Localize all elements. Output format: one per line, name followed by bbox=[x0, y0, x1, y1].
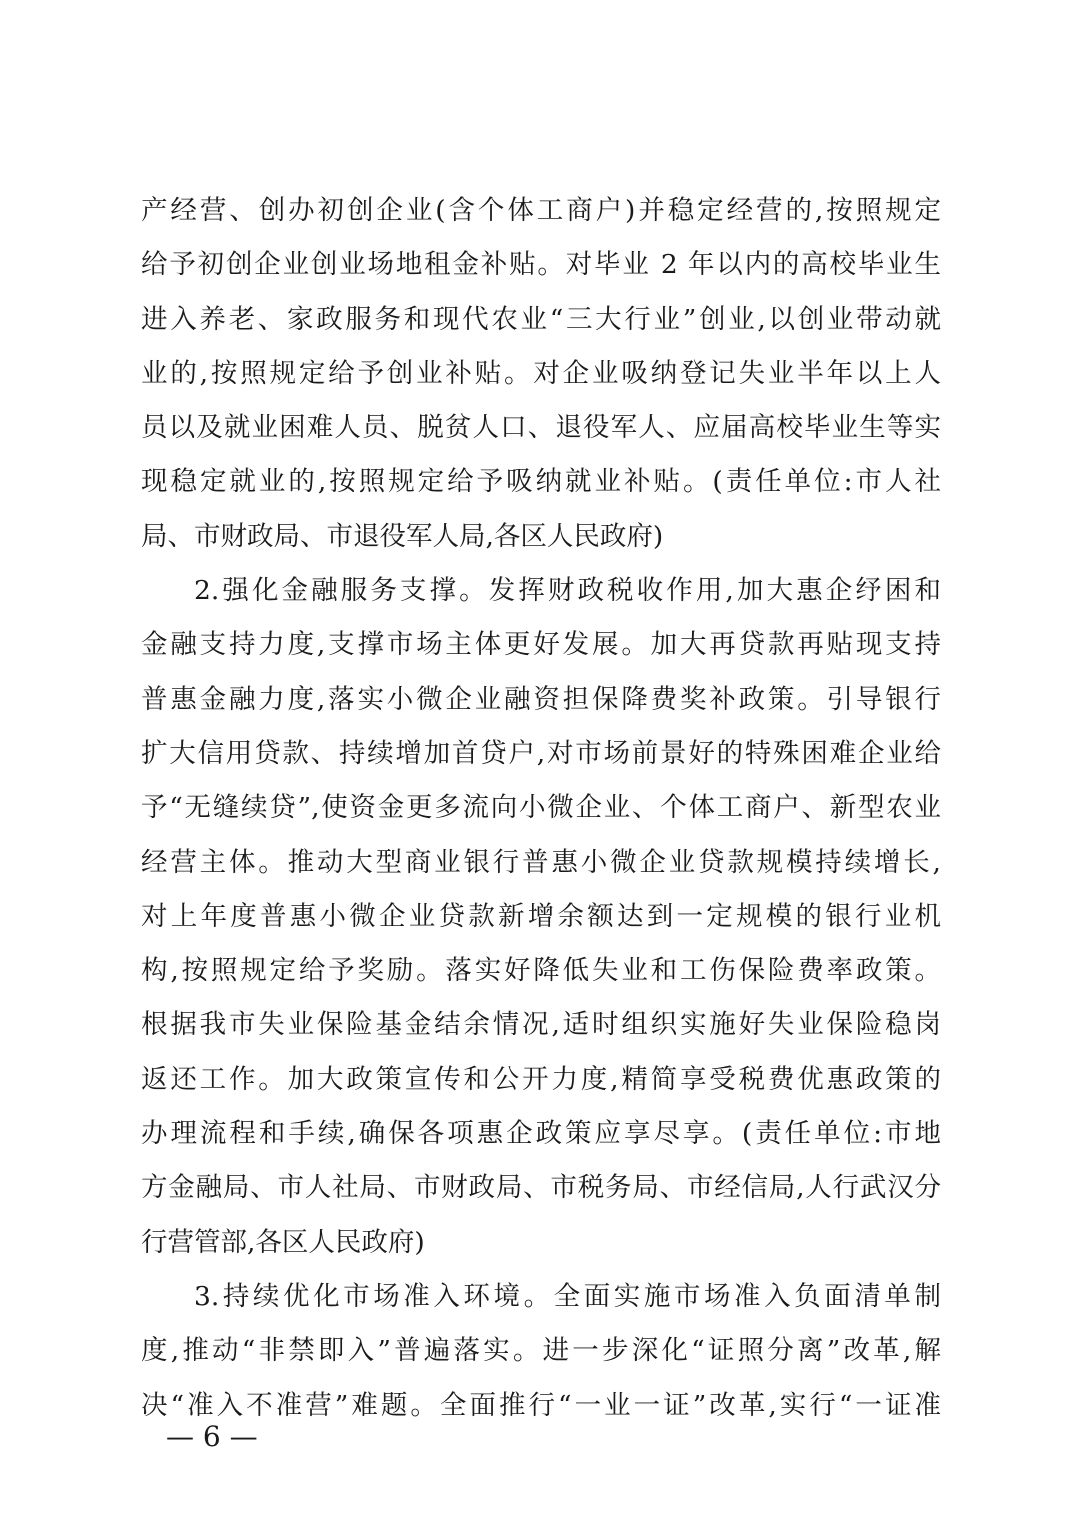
text-line: 扩大信用贷款、持续增加首贷户,对市场前景好的特殊困难企业给 bbox=[141, 737, 941, 769]
text-line: 进入养老、家政服务和现代农业“三大行业”创业,以创业带动就 bbox=[141, 303, 941, 335]
text-line: 经营主体。推动大型商业银行普惠小微企业贷款规模持续增长, bbox=[141, 846, 941, 878]
text-line: 返还工作。加大政策宣传和公开力度,精简享受税费优惠政策的 bbox=[141, 1063, 941, 1095]
text-line: 现稳定就业的,按照规定给予吸纳就业补贴。(责任单位:市人社 bbox=[141, 466, 941, 498]
text-line: 度,推动“非禁即入”普遍落实。进一步深化“证照分离”改革,解 bbox=[141, 1335, 941, 1367]
paragraph-3-first-line: 3.持续优化市场准入环境。全面实施市场准入负面清单制 bbox=[194, 1280, 941, 1312]
text-line: 员以及就业困难人员、脱贫人口、退役军人、应届高校毕业生等实 bbox=[141, 412, 941, 444]
text-line: 构,按照规定给予奖励。落实好降低失业和工伤保险费率政策。 bbox=[141, 955, 941, 987]
paragraph-2-first-line: 2.强化金融服务支撑。发挥财政税收作用,加大惠企纾困和 bbox=[194, 575, 941, 607]
body-text bbox=[141, 184, 941, 1433]
text-line: 行营管部,各区人民政府) bbox=[141, 1226, 425, 1258]
text-line: 金融支持力度,支撑市场主体更好发展。加大再贷款再贴现支持 bbox=[141, 629, 941, 661]
text-line: 对上年度普惠小微企业贷款新增余额达到一定规模的银行业机 bbox=[141, 900, 941, 932]
text-line: 方金融局、市人社局、市财政局、市税务局、市经信局,人行武汉分 bbox=[141, 1172, 941, 1204]
text-line: 产经营、创办初创企业(含个体工商户)并稳定经营的,按照规定 bbox=[141, 195, 941, 226]
text-line: 决“准入不准营”难题。全面推行“一业一证”改革,实行“一证准 bbox=[141, 1389, 941, 1421]
page-number: — 6 — bbox=[166, 1420, 258, 1453]
text-line: 给予初创企业创业场地租金补贴。对毕业 2 年以内的高校毕业生 bbox=[141, 249, 941, 281]
text-line: 办理流程和手续,确保各项惠企政策应享尽享。(责任单位:市地 bbox=[141, 1118, 941, 1150]
text-line: 普惠金融力度,落实小微企业融资担保降费奖补政策。引导银行 bbox=[141, 683, 941, 715]
text-line: 根据我市失业保险基金结余情况,适时组织实施好失业保险稳岗 bbox=[141, 1009, 941, 1041]
text-line: 业的,按照规定给予创业补贴。对企业吸纳登记失业半年以上人 bbox=[141, 357, 941, 389]
text-line: 局、市财政局、市退役军人局,各区人民政府) bbox=[141, 520, 664, 552]
text-line: 予“无缝续贷”,使资金更多流向小微企业、个体工商户、新型农业 bbox=[141, 792, 941, 824]
